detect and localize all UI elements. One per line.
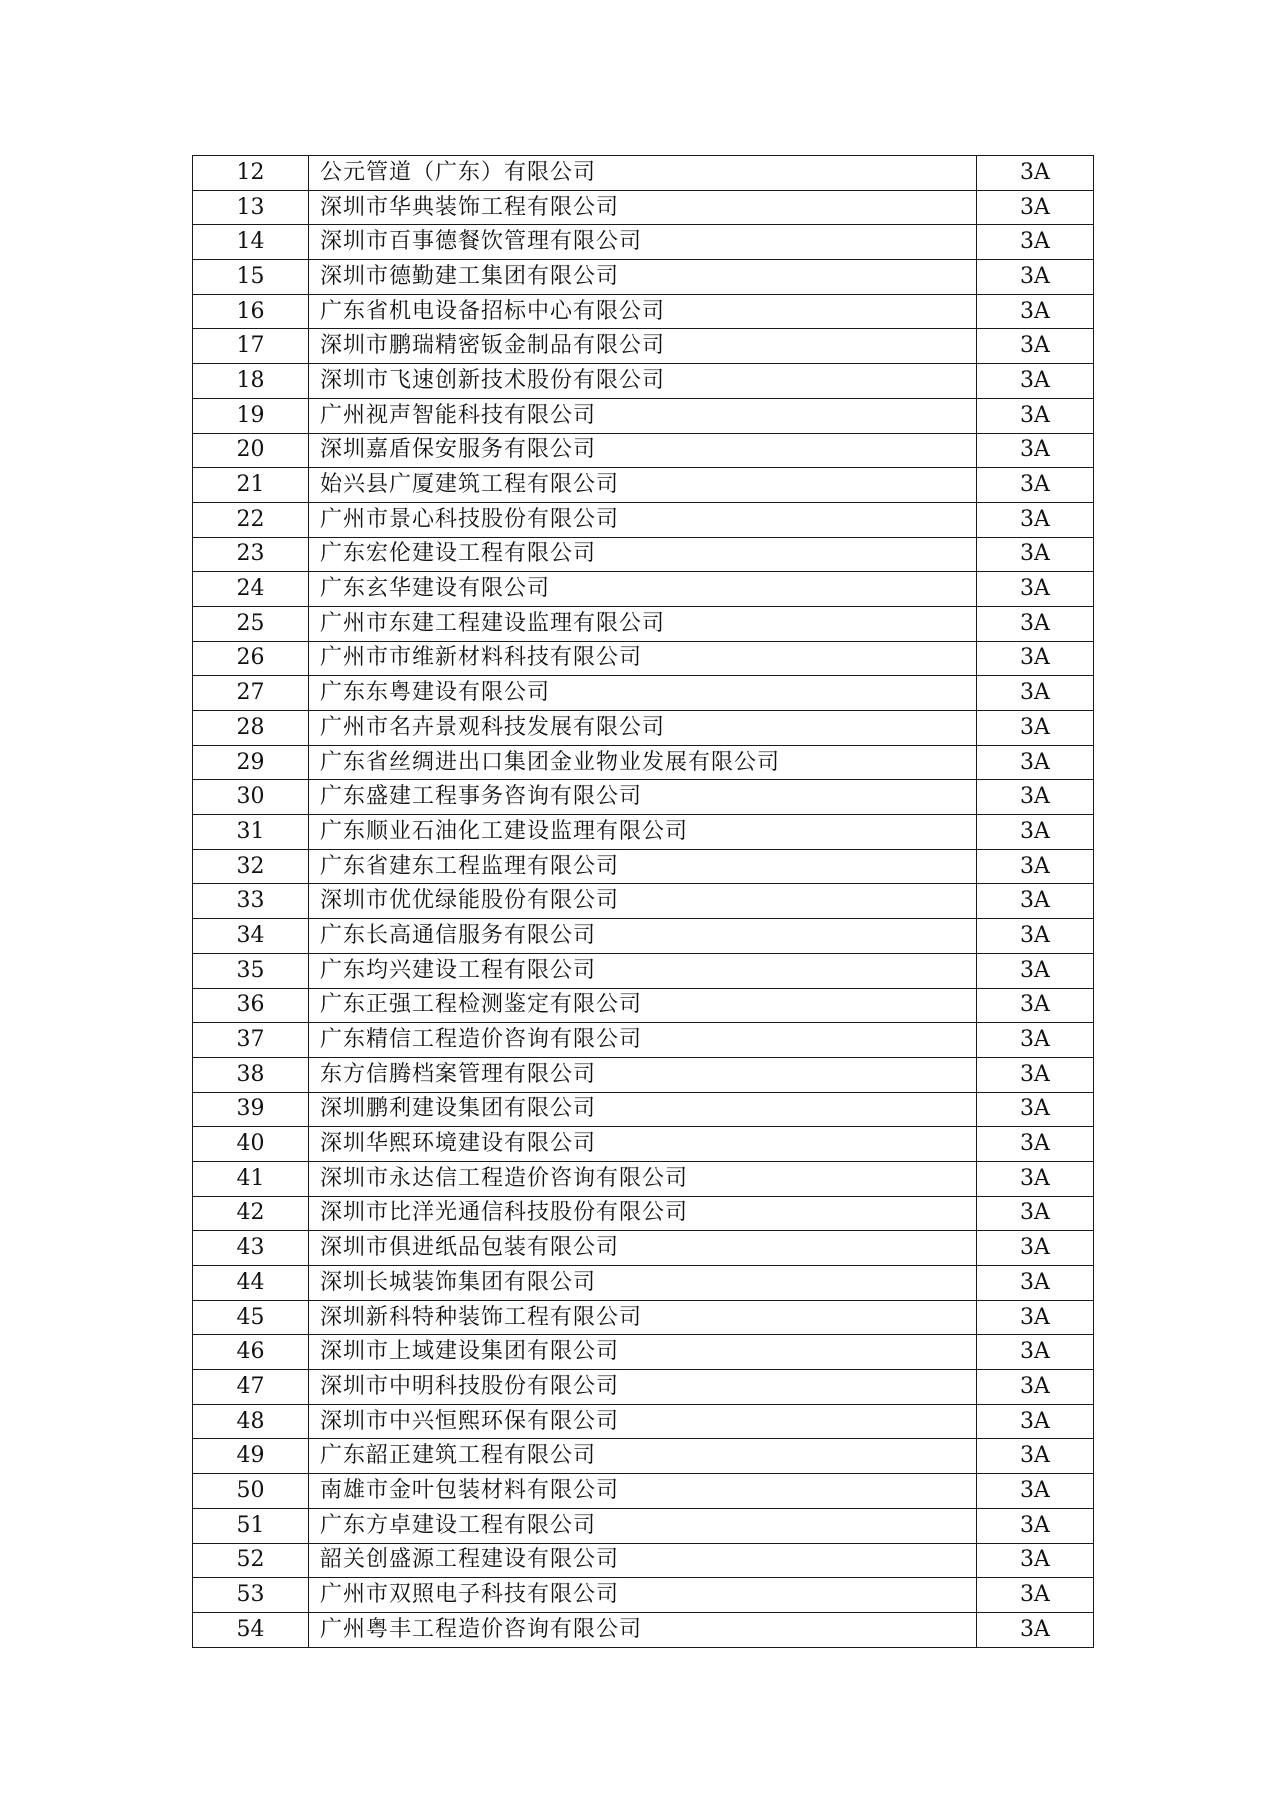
company-name: 深圳新科特种装饰工程有限公司 (309, 1300, 977, 1335)
credit-grade: 3A (977, 190, 1094, 225)
row-number: 37 (193, 1023, 309, 1058)
row-number: 48 (193, 1404, 309, 1439)
credit-grade: 3A (977, 260, 1094, 295)
table-row (193, 468, 1094, 503)
table-row (193, 1300, 1094, 1335)
row-number: 50 (193, 1474, 309, 1509)
company-name: 广东方卓建设工程有限公司 (309, 1508, 977, 1543)
row-number: 15 (193, 260, 309, 295)
rating-table (192, 155, 1094, 1648)
table-row (193, 849, 1094, 884)
row-number: 31 (193, 815, 309, 850)
company-name: 广东正强工程检测鉴定有限公司 (309, 988, 977, 1023)
credit-grade: 3A (977, 572, 1094, 607)
company-name: 广东玄华建设有限公司 (309, 572, 977, 607)
table-row (193, 641, 1094, 676)
table-row (193, 433, 1094, 468)
credit-grade: 3A (977, 1196, 1094, 1231)
row-number: 17 (193, 329, 309, 364)
row-number: 34 (193, 919, 309, 954)
table-row (193, 190, 1094, 225)
credit-grade: 3A (977, 1161, 1094, 1196)
company-name: 韶关创盛源工程建设有限公司 (309, 1543, 977, 1578)
table-row (193, 1231, 1094, 1266)
company-name: 广东省机电设备招标中心有限公司 (309, 294, 977, 329)
company-name: 广东韶正建筑工程有限公司 (309, 1439, 977, 1474)
row-number: 24 (193, 572, 309, 607)
row-number: 35 (193, 953, 309, 988)
company-name: 广州市景心科技股份有限公司 (309, 502, 977, 537)
credit-grade: 3A (977, 294, 1094, 329)
row-number: 21 (193, 468, 309, 503)
company-name: 深圳市永达信工程造价咨询有限公司 (309, 1161, 977, 1196)
row-number: 12 (193, 156, 309, 191)
row-number: 43 (193, 1231, 309, 1266)
row-number: 27 (193, 676, 309, 711)
credit-grade: 3A (977, 919, 1094, 954)
company-name: 广东长高通信服务有限公司 (309, 919, 977, 954)
credit-grade: 3A (977, 433, 1094, 468)
row-number: 38 (193, 1057, 309, 1092)
credit-grade: 3A (977, 1508, 1094, 1543)
credit-grade: 3A (977, 745, 1094, 780)
table-row (193, 884, 1094, 919)
row-number: 14 (193, 225, 309, 260)
table-body (193, 156, 1094, 1648)
table-row (193, 606, 1094, 641)
company-name: 广东精信工程造价咨询有限公司 (309, 1023, 977, 1058)
row-number: 30 (193, 780, 309, 815)
company-name: 广东省丝绸进出口集团金业物业发展有限公司 (309, 745, 977, 780)
row-number: 26 (193, 641, 309, 676)
table-row (193, 502, 1094, 537)
table-row (193, 1127, 1094, 1162)
credit-grade: 3A (977, 398, 1094, 433)
credit-grade: 3A (977, 953, 1094, 988)
company-name: 深圳市上域建设集团有限公司 (309, 1335, 977, 1370)
company-name: 深圳市比洋光通信科技股份有限公司 (309, 1196, 977, 1231)
credit-grade: 3A (977, 1439, 1094, 1474)
table-row (193, 1092, 1094, 1127)
row-number: 18 (193, 364, 309, 399)
credit-grade: 3A (977, 849, 1094, 884)
row-number: 42 (193, 1196, 309, 1231)
row-number: 40 (193, 1127, 309, 1162)
table-row (193, 329, 1094, 364)
company-name: 公元管道（广东）有限公司 (309, 156, 977, 191)
table-row (193, 1196, 1094, 1231)
row-number: 19 (193, 398, 309, 433)
row-number: 25 (193, 606, 309, 641)
table-row (193, 572, 1094, 607)
table-row (193, 1508, 1094, 1543)
row-number: 16 (193, 294, 309, 329)
row-number: 49 (193, 1439, 309, 1474)
row-number: 47 (193, 1370, 309, 1405)
credit-grade: 3A (977, 1023, 1094, 1058)
credit-grade: 3A (977, 1057, 1094, 1092)
company-name: 深圳市中明科技股份有限公司 (309, 1370, 977, 1405)
company-name: 广东宏伦建设工程有限公司 (309, 537, 977, 572)
row-number: 13 (193, 190, 309, 225)
row-number: 20 (193, 433, 309, 468)
credit-grade: 3A (977, 606, 1094, 641)
row-number: 33 (193, 884, 309, 919)
company-name: 深圳市俱进纸品包装有限公司 (309, 1231, 977, 1266)
row-number: 29 (193, 745, 309, 780)
credit-grade: 3A (977, 780, 1094, 815)
credit-grade: 3A (977, 1335, 1094, 1370)
row-number: 51 (193, 1508, 309, 1543)
row-number: 28 (193, 711, 309, 746)
credit-grade: 3A (977, 364, 1094, 399)
credit-grade: 3A (977, 1474, 1094, 1509)
company-name: 南雄市金叶包装材料有限公司 (309, 1474, 977, 1509)
credit-grade: 3A (977, 815, 1094, 850)
company-name: 东方信腾档案管理有限公司 (309, 1057, 977, 1092)
table-row (193, 1370, 1094, 1405)
credit-grade: 3A (977, 1266, 1094, 1301)
credit-grade: 3A (977, 1578, 1094, 1613)
company-name: 深圳市德勤建工集团有限公司 (309, 260, 977, 295)
credit-grade: 3A (977, 1092, 1094, 1127)
company-name: 广东省建东工程监理有限公司 (309, 849, 977, 884)
table-row (193, 1578, 1094, 1613)
table-row (193, 1335, 1094, 1370)
company-name: 深圳市中兴恒熙环保有限公司 (309, 1404, 977, 1439)
row-number: 23 (193, 537, 309, 572)
table-row (193, 1474, 1094, 1509)
table-row (193, 1612, 1094, 1647)
company-name: 深圳市鹏瑞精密钣金制品有限公司 (309, 329, 977, 364)
credit-grade: 3A (977, 1543, 1094, 1578)
table-row (193, 1057, 1094, 1092)
company-name: 深圳市优优绿能股份有限公司 (309, 884, 977, 919)
credit-grade: 3A (977, 329, 1094, 364)
table-row (193, 1404, 1094, 1439)
credit-grade: 3A (977, 676, 1094, 711)
table-row (193, 260, 1094, 295)
table-row (193, 676, 1094, 711)
company-name: 广州视声智能科技有限公司 (309, 398, 977, 433)
row-number: 32 (193, 849, 309, 884)
table-row (193, 815, 1094, 850)
table-row (193, 225, 1094, 260)
company-name: 广东盛建工程事务咨询有限公司 (309, 780, 977, 815)
table-row (193, 294, 1094, 329)
company-name: 深圳鹏利建设集团有限公司 (309, 1092, 977, 1127)
credit-grade: 3A (977, 225, 1094, 260)
credit-grade: 3A (977, 884, 1094, 919)
credit-grade: 3A (977, 537, 1094, 572)
table-row (193, 711, 1094, 746)
table-row (193, 988, 1094, 1023)
row-number: 52 (193, 1543, 309, 1578)
table-row (193, 537, 1094, 572)
table-row (193, 364, 1094, 399)
credit-grade: 3A (977, 1231, 1094, 1266)
company-name: 广东东粤建设有限公司 (309, 676, 977, 711)
credit-grade: 3A (977, 502, 1094, 537)
credit-grade: 3A (977, 1370, 1094, 1405)
row-number: 41 (193, 1161, 309, 1196)
table-row (193, 953, 1094, 988)
table-row (193, 1439, 1094, 1474)
row-number: 45 (193, 1300, 309, 1335)
row-number: 22 (193, 502, 309, 537)
company-name: 深圳华熙环境建设有限公司 (309, 1127, 977, 1162)
credit-grade: 3A (977, 1404, 1094, 1439)
row-number: 54 (193, 1612, 309, 1647)
company-name: 广州市东建工程建设监理有限公司 (309, 606, 977, 641)
credit-grade: 3A (977, 641, 1094, 676)
row-number: 36 (193, 988, 309, 1023)
company-name: 广州市双照电子科技有限公司 (309, 1578, 977, 1613)
table-row (193, 398, 1094, 433)
company-name: 广州市市维新材料科技有限公司 (309, 641, 977, 676)
credit-grade: 3A (977, 1612, 1094, 1647)
company-name: 广州粤丰工程造价咨询有限公司 (309, 1612, 977, 1647)
company-name: 深圳嘉盾保安服务有限公司 (309, 433, 977, 468)
company-name: 深圳市华典装饰工程有限公司 (309, 190, 977, 225)
table-row (193, 919, 1094, 954)
row-number: 44 (193, 1266, 309, 1301)
credit-grade: 3A (977, 988, 1094, 1023)
credit-grade: 3A (977, 468, 1094, 503)
company-name: 广东均兴建设工程有限公司 (309, 953, 977, 988)
company-name: 广州市名卉景观科技发展有限公司 (309, 711, 977, 746)
credit-grade: 3A (977, 711, 1094, 746)
credit-grade: 3A (977, 1300, 1094, 1335)
row-number: 39 (193, 1092, 309, 1127)
table-row (193, 780, 1094, 815)
company-name: 广东顺业石油化工建设监理有限公司 (309, 815, 977, 850)
company-name: 始兴县广厦建筑工程有限公司 (309, 468, 977, 503)
table-row (193, 745, 1094, 780)
table-row (193, 1543, 1094, 1578)
table-row (193, 156, 1094, 191)
table-row (193, 1266, 1094, 1301)
table-row (193, 1161, 1094, 1196)
company-name: 深圳长城装饰集团有限公司 (309, 1266, 977, 1301)
row-number: 53 (193, 1578, 309, 1613)
company-name: 深圳市百事德餐饮管理有限公司 (309, 225, 977, 260)
company-name: 深圳市飞速创新技术股份有限公司 (309, 364, 977, 399)
credit-grade: 3A (977, 1127, 1094, 1162)
credit-grade: 3A (977, 156, 1094, 191)
table-row (193, 1023, 1094, 1058)
row-number: 46 (193, 1335, 309, 1370)
